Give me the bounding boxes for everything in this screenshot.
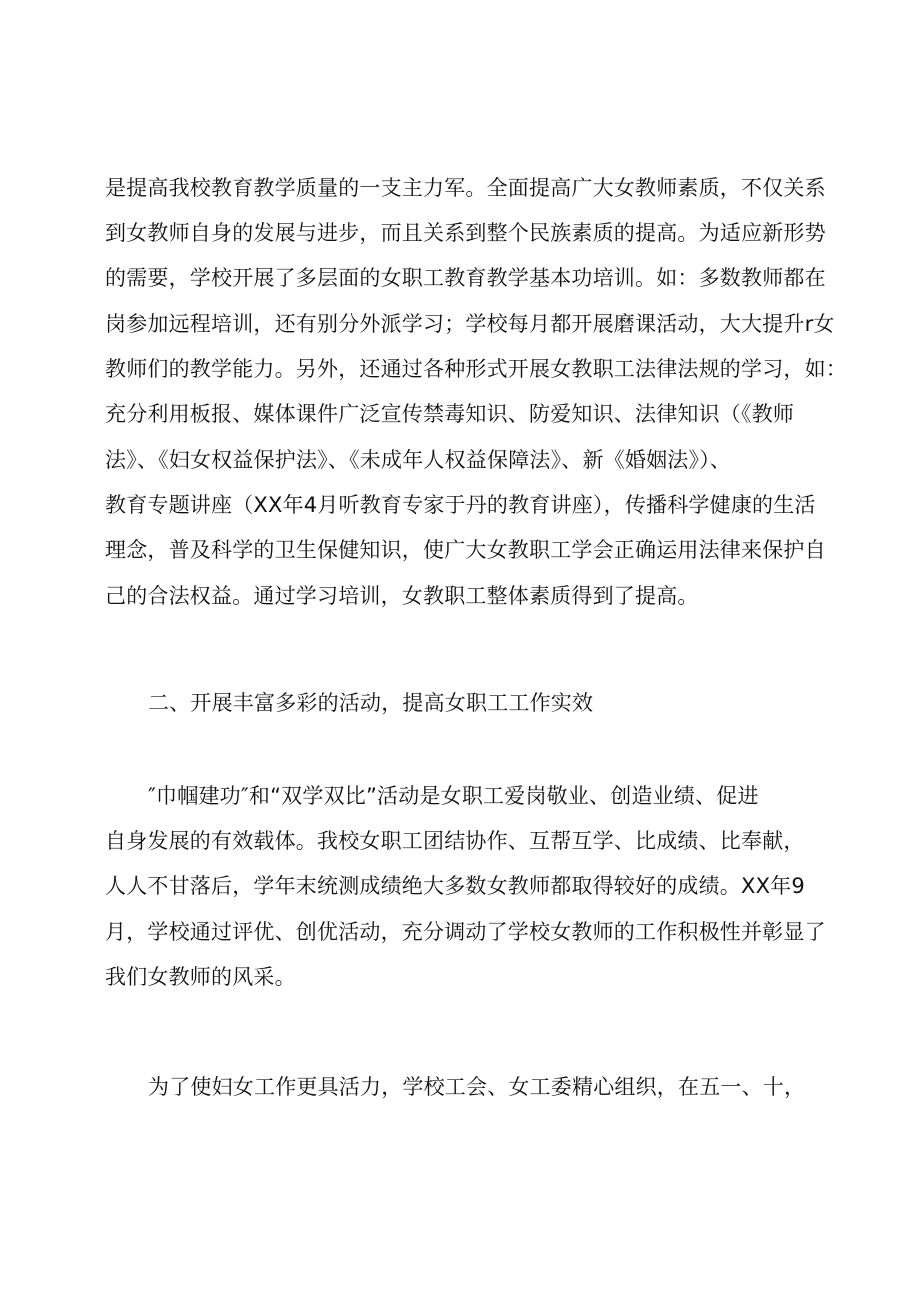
paragraph-1-line: 到女教师自身的发展与进步，而且关系到整个民族素质的提高。为适应新形势: [105, 221, 826, 245]
paragraph-2-line: 自身发展的有效载体。我校女职工团结协作、互帮互学、比成绩、比奉献，: [105, 829, 805, 853]
paragraph-1-line: 是提高我校教育教学质量的一支主力军。全面提高广大女教师素质，不仅关系: [105, 176, 826, 200]
paragraph-2-line: 人人不甘落后，学年末统测成绩绝大多数女教师都取得较好的成绩。XX年9: [105, 874, 805, 898]
paragraph-1-line: 己的合法权益。通过学习培训，女教职工整体素质得到了提高。: [105, 584, 699, 608]
paragraph-1-line: 充分利用板报、媒体课件广泛宣传禁毒知识、防爱知识、法律知识（《教师: [105, 402, 795, 426]
paragraph-2-line: 月，学校通过评优、创优活动，充分调动了学校女教师的工作积极性并彰显了: [105, 920, 826, 944]
paragraph-1-line: 教育专题讲座（XX年4月听教育专家于丹的教育讲座），传播科学健康的生活: [105, 493, 816, 517]
paragraph-1-line: 教师们的教学能力。另外，还通过各种形式开展女教职工法律法规的学习，如：: [105, 357, 847, 381]
section-heading: 二、开展丰富多彩的活动，提高女职工工作实效: [148, 691, 594, 715]
paragraph-1-line: 岗参加远程培训，还有别分外派学习；学校每月都开展磨课活动，大大提升r女: [105, 312, 835, 336]
paragraph-3-line: 为了使妇女工作更具活力，学校工会、女工委精心组织，在五一、十，: [148, 1075, 806, 1099]
paragraph-2-line: ″巾帼建功″和“双学双比”活动是女职工爱岗敬业、创造业绩、促进: [148, 784, 759, 808]
paragraph-2-line: 我们女教师的风采。: [105, 965, 296, 989]
paragraph-1-line: 的需要，学校开展了多层面的女职工教育教学基本功培训。如：多数教师都在: [105, 266, 826, 290]
paragraph-1-line: 法》、《妇女权益保护法》、《未成年人权益保障法》、新《婚姻法》）、: [105, 448, 732, 472]
paragraph-1-line: 理念，普及科学的卫生保健知识，使广大女教职工学会正确运用法律来保护自: [105, 538, 826, 562]
